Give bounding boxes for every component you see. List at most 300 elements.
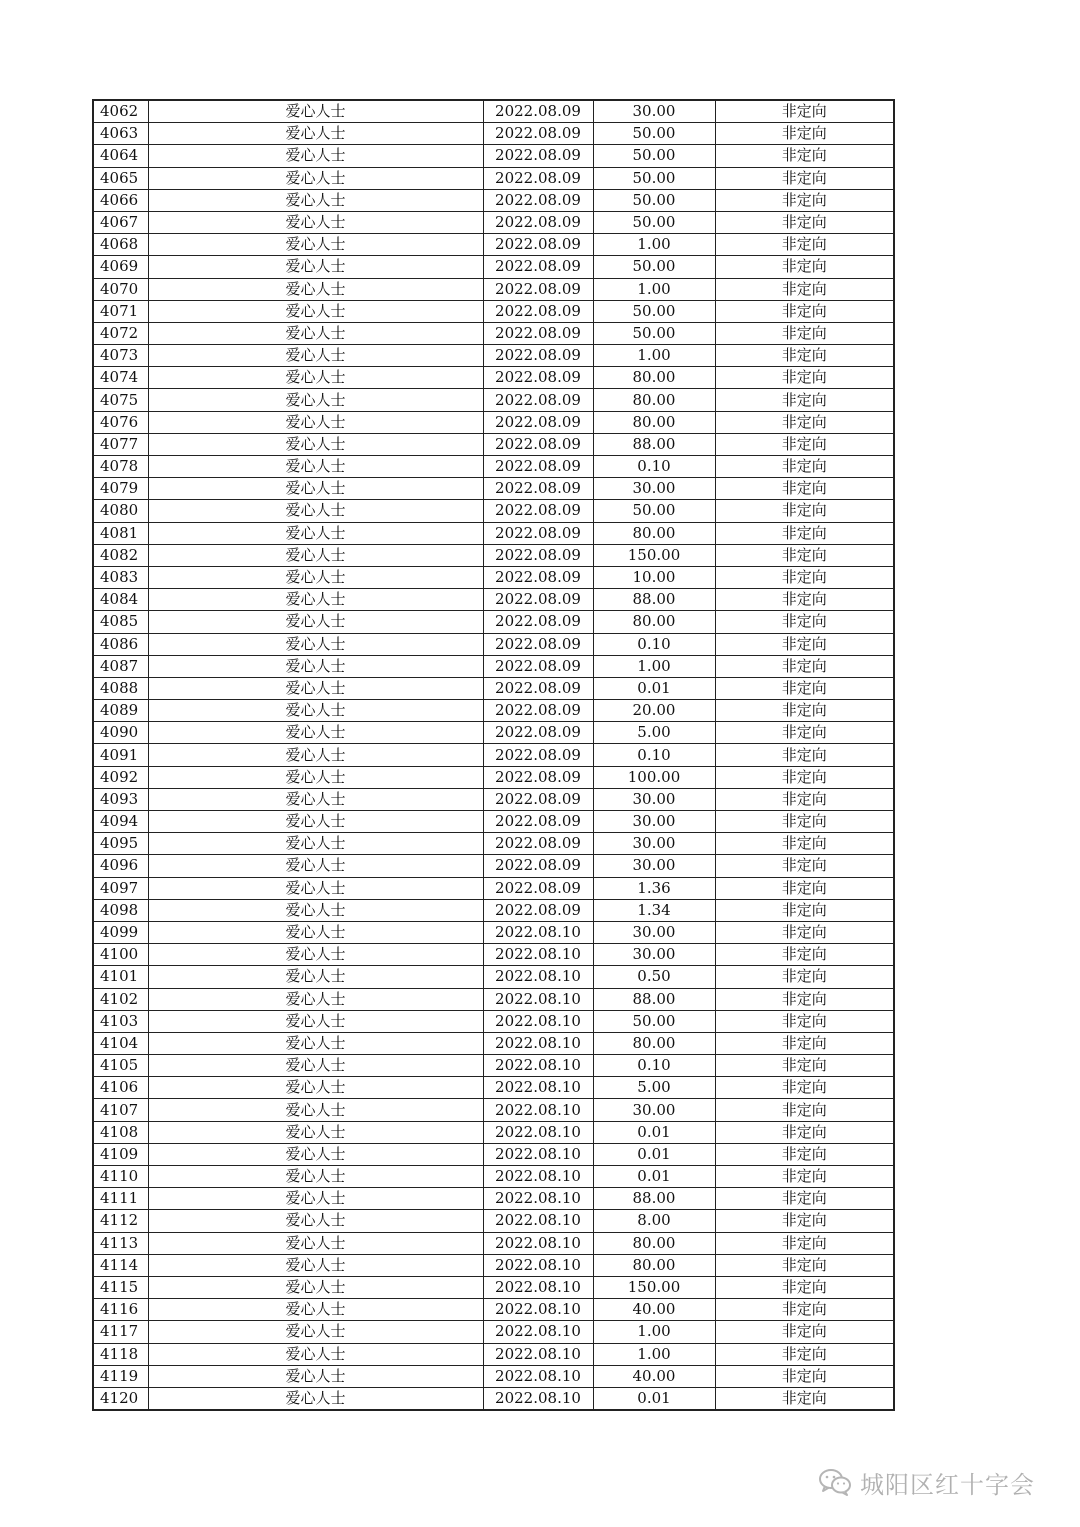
donor-cell: 爱心人士 bbox=[148, 1387, 483, 1410]
donor-cell: 爱心人士 bbox=[148, 1276, 483, 1298]
date-cell: 2022.08.09 bbox=[483, 700, 593, 722]
date-cell: 2022.08.10 bbox=[483, 1210, 593, 1232]
date-cell: 2022.08.09 bbox=[483, 566, 593, 588]
donation-type-cell: 非定向 bbox=[715, 1166, 894, 1188]
amount-cell: 0.01 bbox=[593, 677, 715, 699]
donor-cell: 爱心人士 bbox=[148, 988, 483, 1010]
donor-cell: 爱心人士 bbox=[148, 189, 483, 211]
table-row bbox=[93, 1099, 894, 1121]
table-row bbox=[93, 877, 894, 899]
date-cell: 2022.08.10 bbox=[483, 1077, 593, 1099]
table-row bbox=[93, 566, 894, 588]
table-row bbox=[93, 345, 894, 367]
donation-type-cell: 非定向 bbox=[715, 766, 894, 788]
amount-cell: 1.36 bbox=[593, 877, 715, 899]
table-row bbox=[93, 1077, 894, 1099]
donation-type-cell: 非定向 bbox=[715, 1077, 894, 1099]
donation-type-cell: 非定向 bbox=[715, 833, 894, 855]
donor-cell: 爱心人士 bbox=[148, 1210, 483, 1232]
date-cell: 2022.08.10 bbox=[483, 1010, 593, 1032]
donation-type-cell: 非定向 bbox=[715, 1143, 894, 1165]
donor-cell: 爱心人士 bbox=[148, 544, 483, 566]
donor-cell: 爱心人士 bbox=[148, 345, 483, 367]
donor-cell: 爱心人士 bbox=[148, 855, 483, 877]
date-cell: 2022.08.10 bbox=[483, 1055, 593, 1077]
amount-cell: 8.00 bbox=[593, 1210, 715, 1232]
amount-cell: 50.00 bbox=[593, 123, 715, 145]
amount-cell: 0.10 bbox=[593, 744, 715, 766]
date-cell: 2022.08.09 bbox=[483, 677, 593, 699]
donation-type-cell: 非定向 bbox=[715, 456, 894, 478]
amount-cell: 88.00 bbox=[593, 1188, 715, 1210]
donor-cell: 爱心人士 bbox=[148, 1010, 483, 1032]
serial-number-cell: 4065 bbox=[93, 167, 148, 189]
serial-number-cell: 4098 bbox=[93, 899, 148, 921]
serial-number-cell: 4088 bbox=[93, 677, 148, 699]
table-row bbox=[93, 167, 894, 189]
table-row bbox=[93, 234, 894, 256]
watermark bbox=[818, 1462, 1035, 1502]
date-cell: 2022.08.09 bbox=[483, 589, 593, 611]
donor-cell: 爱心人士 bbox=[148, 1343, 483, 1365]
donor-cell: 爱心人士 bbox=[148, 1321, 483, 1343]
serial-number-cell: 4120 bbox=[93, 1387, 148, 1410]
table-row bbox=[93, 322, 894, 344]
date-cell: 2022.08.10 bbox=[483, 1343, 593, 1365]
donation-type-cell: 非定向 bbox=[715, 234, 894, 256]
donor-cell: 爱心人士 bbox=[148, 167, 483, 189]
date-cell: 2022.08.09 bbox=[483, 322, 593, 344]
date-cell: 2022.08.10 bbox=[483, 1299, 593, 1321]
serial-number-cell: 4117 bbox=[93, 1321, 148, 1343]
serial-number-cell: 4084 bbox=[93, 589, 148, 611]
date-cell: 2022.08.09 bbox=[483, 877, 593, 899]
amount-cell: 88.00 bbox=[593, 988, 715, 1010]
amount-cell: 88.00 bbox=[593, 589, 715, 611]
amount-cell: 50.00 bbox=[593, 145, 715, 167]
date-cell: 2022.08.09 bbox=[483, 500, 593, 522]
amount-cell: 40.00 bbox=[593, 1365, 715, 1387]
table-row bbox=[93, 944, 894, 966]
donation-type-cell: 非定向 bbox=[715, 1121, 894, 1143]
donor-cell: 爱心人士 bbox=[148, 1099, 483, 1121]
amount-cell: 50.00 bbox=[593, 322, 715, 344]
table-row bbox=[93, 788, 894, 810]
amount-cell: 0.01 bbox=[593, 1166, 715, 1188]
table-row bbox=[93, 389, 894, 411]
serial-number-cell: 4087 bbox=[93, 655, 148, 677]
amount-cell: 50.00 bbox=[593, 211, 715, 233]
date-cell: 2022.08.09 bbox=[483, 234, 593, 256]
donor-cell: 爱心人士 bbox=[148, 722, 483, 744]
date-cell: 2022.08.10 bbox=[483, 1276, 593, 1298]
serial-number-cell: 4085 bbox=[93, 611, 148, 633]
date-cell: 2022.08.09 bbox=[483, 788, 593, 810]
serial-number-cell: 4095 bbox=[93, 833, 148, 855]
donation-type-cell: 非定向 bbox=[715, 389, 894, 411]
donation-type-cell: 非定向 bbox=[715, 788, 894, 810]
table-row bbox=[93, 988, 894, 1010]
date-cell: 2022.08.10 bbox=[483, 1121, 593, 1143]
serial-number-cell: 4090 bbox=[93, 722, 148, 744]
date-cell: 2022.08.09 bbox=[483, 611, 593, 633]
amount-cell: 5.00 bbox=[593, 1077, 715, 1099]
serial-number-cell: 4104 bbox=[93, 1032, 148, 1054]
table-row bbox=[93, 1166, 894, 1188]
donation-type-cell: 非定向 bbox=[715, 500, 894, 522]
donation-type-cell: 非定向 bbox=[715, 211, 894, 233]
date-cell: 2022.08.10 bbox=[483, 1321, 593, 1343]
serial-number-cell: 4113 bbox=[93, 1232, 148, 1254]
date-cell: 2022.08.10 bbox=[483, 1143, 593, 1165]
date-cell: 2022.08.10 bbox=[483, 966, 593, 988]
table-row bbox=[93, 278, 894, 300]
table-row bbox=[93, 700, 894, 722]
amount-cell: 1.00 bbox=[593, 278, 715, 300]
amount-cell: 20.00 bbox=[593, 700, 715, 722]
table-row bbox=[93, 833, 894, 855]
donation-type-cell: 非定向 bbox=[715, 1343, 894, 1365]
donor-cell: 爱心人士 bbox=[148, 811, 483, 833]
amount-cell: 150.00 bbox=[593, 544, 715, 566]
serial-number-cell: 4103 bbox=[93, 1010, 148, 1032]
donation-type-cell: 非定向 bbox=[715, 655, 894, 677]
table-row bbox=[93, 811, 894, 833]
donor-cell: 爱心人士 bbox=[148, 1365, 483, 1387]
donor-cell: 爱心人士 bbox=[148, 1032, 483, 1054]
amount-cell: 1.00 bbox=[593, 655, 715, 677]
donation-type-cell: 非定向 bbox=[715, 544, 894, 566]
serial-number-cell: 4086 bbox=[93, 633, 148, 655]
amount-cell: 50.00 bbox=[593, 1010, 715, 1032]
donation-type-cell: 非定向 bbox=[715, 1321, 894, 1343]
donation-type-cell: 非定向 bbox=[715, 256, 894, 278]
date-cell: 2022.08.09 bbox=[483, 899, 593, 921]
donation-type-cell: 非定向 bbox=[715, 921, 894, 943]
table-row bbox=[93, 500, 894, 522]
table-row bbox=[93, 1121, 894, 1143]
date-cell: 2022.08.09 bbox=[483, 189, 593, 211]
serial-number-cell: 4109 bbox=[93, 1143, 148, 1165]
serial-number-cell: 4070 bbox=[93, 278, 148, 300]
table-row bbox=[93, 966, 894, 988]
wechat-icon bbox=[818, 1468, 852, 1496]
amount-cell: 80.00 bbox=[593, 411, 715, 433]
serial-number-cell: 4096 bbox=[93, 855, 148, 877]
date-cell: 2022.08.10 bbox=[483, 1099, 593, 1121]
donor-cell: 爱心人士 bbox=[148, 589, 483, 611]
donation-type-cell: 非定向 bbox=[715, 322, 894, 344]
serial-number-cell: 4078 bbox=[93, 456, 148, 478]
donation-table-body bbox=[93, 100, 894, 1410]
donation-type-cell: 非定向 bbox=[715, 433, 894, 455]
amount-cell: 30.00 bbox=[593, 1099, 715, 1121]
serial-number-cell: 4110 bbox=[93, 1166, 148, 1188]
table-row bbox=[93, 1387, 894, 1410]
amount-cell: 1.00 bbox=[593, 1321, 715, 1343]
table-row bbox=[93, 100, 894, 123]
donation-type-cell: 非定向 bbox=[715, 855, 894, 877]
donation-type-cell: 非定向 bbox=[715, 345, 894, 367]
serial-number-cell: 4111 bbox=[93, 1188, 148, 1210]
serial-number-cell: 4076 bbox=[93, 411, 148, 433]
date-cell: 2022.08.09 bbox=[483, 766, 593, 788]
amount-cell: 30.00 bbox=[593, 833, 715, 855]
donation-type-cell: 非定向 bbox=[715, 278, 894, 300]
donation-type-cell: 非定向 bbox=[715, 722, 894, 744]
serial-number-cell: 4092 bbox=[93, 766, 148, 788]
amount-cell: 80.00 bbox=[593, 1232, 715, 1254]
donor-cell: 爱心人士 bbox=[148, 256, 483, 278]
serial-number-cell: 4073 bbox=[93, 345, 148, 367]
donor-cell: 爱心人士 bbox=[148, 367, 483, 389]
serial-number-cell: 4115 bbox=[93, 1276, 148, 1298]
donor-cell: 爱心人士 bbox=[148, 389, 483, 411]
donation-type-cell: 非定向 bbox=[715, 411, 894, 433]
serial-number-cell: 4091 bbox=[93, 744, 148, 766]
serial-number-cell: 4106 bbox=[93, 1077, 148, 1099]
serial-number-cell: 4107 bbox=[93, 1099, 148, 1121]
table-row bbox=[93, 1276, 894, 1298]
donor-cell: 爱心人士 bbox=[148, 877, 483, 899]
date-cell: 2022.08.09 bbox=[483, 145, 593, 167]
donation-type-cell: 非定向 bbox=[715, 677, 894, 699]
donation-type-cell: 非定向 bbox=[715, 478, 894, 500]
donor-cell: 爱心人士 bbox=[148, 921, 483, 943]
donor-cell: 爱心人士 bbox=[148, 411, 483, 433]
date-cell: 2022.08.09 bbox=[483, 833, 593, 855]
amount-cell: 1.00 bbox=[593, 345, 715, 367]
donor-cell: 爱心人士 bbox=[148, 300, 483, 322]
donor-cell: 爱心人士 bbox=[148, 478, 483, 500]
donor-cell: 爱心人士 bbox=[148, 677, 483, 699]
table-row bbox=[93, 766, 894, 788]
serial-number-cell: 4114 bbox=[93, 1254, 148, 1276]
donation-type-cell: 非定向 bbox=[715, 167, 894, 189]
table-row bbox=[93, 1343, 894, 1365]
donation-type-cell: 非定向 bbox=[715, 700, 894, 722]
donor-cell: 爱心人士 bbox=[148, 1232, 483, 1254]
table-row bbox=[93, 1232, 894, 1254]
serial-number-cell: 4112 bbox=[93, 1210, 148, 1232]
date-cell: 2022.08.09 bbox=[483, 211, 593, 233]
date-cell: 2022.08.09 bbox=[483, 478, 593, 500]
donation-type-cell: 非定向 bbox=[715, 744, 894, 766]
table-row bbox=[93, 677, 894, 699]
serial-number-cell: 4072 bbox=[93, 322, 148, 344]
amount-cell: 80.00 bbox=[593, 389, 715, 411]
amount-cell: 50.00 bbox=[593, 300, 715, 322]
donation-type-cell: 非定向 bbox=[715, 1010, 894, 1032]
table-row bbox=[93, 633, 894, 655]
donation-type-cell: 非定向 bbox=[715, 877, 894, 899]
date-cell: 2022.08.09 bbox=[483, 855, 593, 877]
donor-cell: 爱心人士 bbox=[148, 611, 483, 633]
table-row bbox=[93, 855, 894, 877]
donation-type-cell: 非定向 bbox=[715, 566, 894, 588]
donation-type-cell: 非定向 bbox=[715, 1299, 894, 1321]
amount-cell: 50.00 bbox=[593, 256, 715, 278]
amount-cell: 30.00 bbox=[593, 855, 715, 877]
date-cell: 2022.08.09 bbox=[483, 655, 593, 677]
serial-number-cell: 4077 bbox=[93, 433, 148, 455]
donor-cell: 爱心人士 bbox=[148, 1077, 483, 1099]
donation-type-cell: 非定向 bbox=[715, 633, 894, 655]
table-row bbox=[93, 411, 894, 433]
date-cell: 2022.08.10 bbox=[483, 988, 593, 1010]
date-cell: 2022.08.10 bbox=[483, 1032, 593, 1054]
amount-cell: 88.00 bbox=[593, 433, 715, 455]
amount-cell: 1.00 bbox=[593, 1343, 715, 1365]
amount-cell: 1.34 bbox=[593, 899, 715, 921]
serial-number-cell: 4099 bbox=[93, 921, 148, 943]
serial-number-cell: 4069 bbox=[93, 256, 148, 278]
donor-cell: 爱心人士 bbox=[148, 211, 483, 233]
donor-cell: 爱心人士 bbox=[148, 633, 483, 655]
donor-cell: 爱心人士 bbox=[148, 833, 483, 855]
amount-cell: 80.00 bbox=[593, 522, 715, 544]
serial-number-cell: 4089 bbox=[93, 700, 148, 722]
date-cell: 2022.08.09 bbox=[483, 433, 593, 455]
date-cell: 2022.08.09 bbox=[483, 811, 593, 833]
serial-number-cell: 4083 bbox=[93, 566, 148, 588]
table-row bbox=[93, 1210, 894, 1232]
table-row bbox=[93, 921, 894, 943]
amount-cell: 30.00 bbox=[593, 944, 715, 966]
donation-type-cell: 非定向 bbox=[715, 944, 894, 966]
table-row bbox=[93, 123, 894, 145]
donation-type-cell: 非定向 bbox=[715, 1188, 894, 1210]
table-row bbox=[93, 189, 894, 211]
serial-number-cell: 4063 bbox=[93, 123, 148, 145]
serial-number-cell: 4074 bbox=[93, 367, 148, 389]
amount-cell: 30.00 bbox=[593, 811, 715, 833]
donor-cell: 爱心人士 bbox=[148, 766, 483, 788]
donor-cell: 爱心人士 bbox=[148, 522, 483, 544]
date-cell: 2022.08.09 bbox=[483, 544, 593, 566]
date-cell: 2022.08.09 bbox=[483, 722, 593, 744]
serial-number-cell: 4082 bbox=[93, 544, 148, 566]
serial-number-cell: 4116 bbox=[93, 1299, 148, 1321]
date-cell: 2022.08.09 bbox=[483, 100, 593, 123]
table-row bbox=[93, 1143, 894, 1165]
donation-type-cell: 非定向 bbox=[715, 988, 894, 1010]
donation-type-cell: 非定向 bbox=[715, 1387, 894, 1410]
date-cell: 2022.08.10 bbox=[483, 1254, 593, 1276]
serial-number-cell: 4100 bbox=[93, 944, 148, 966]
table-row bbox=[93, 145, 894, 167]
donation-table bbox=[92, 99, 895, 1411]
watermark-text: 城阳区红十字会 bbox=[860, 1470, 1035, 1499]
serial-number-cell: 4079 bbox=[93, 478, 148, 500]
donation-type-cell: 非定向 bbox=[715, 611, 894, 633]
donation-type-cell: 非定向 bbox=[715, 1210, 894, 1232]
amount-cell: 0.01 bbox=[593, 1143, 715, 1165]
amount-cell: 150.00 bbox=[593, 1276, 715, 1298]
amount-cell: 50.00 bbox=[593, 189, 715, 211]
table-row bbox=[93, 1321, 894, 1343]
date-cell: 2022.08.09 bbox=[483, 744, 593, 766]
donation-type-cell: 非定向 bbox=[715, 1055, 894, 1077]
date-cell: 2022.08.10 bbox=[483, 1387, 593, 1410]
amount-cell: 10.00 bbox=[593, 566, 715, 588]
donor-cell: 爱心人士 bbox=[148, 744, 483, 766]
table-row bbox=[93, 1032, 894, 1054]
amount-cell: 80.00 bbox=[593, 367, 715, 389]
serial-number-cell: 4064 bbox=[93, 145, 148, 167]
serial-number-cell: 4068 bbox=[93, 234, 148, 256]
date-cell: 2022.08.09 bbox=[483, 278, 593, 300]
donor-cell: 爱心人士 bbox=[148, 433, 483, 455]
table-row bbox=[93, 1254, 894, 1276]
donor-cell: 爱心人士 bbox=[148, 899, 483, 921]
donor-cell: 爱心人士 bbox=[148, 1166, 483, 1188]
table-row bbox=[93, 478, 894, 500]
serial-number-cell: 4108 bbox=[93, 1121, 148, 1143]
date-cell: 2022.08.09 bbox=[483, 367, 593, 389]
amount-cell: 0.10 bbox=[593, 456, 715, 478]
table-row bbox=[93, 899, 894, 921]
donor-cell: 爱心人士 bbox=[148, 788, 483, 810]
table-row bbox=[93, 522, 894, 544]
table-row bbox=[93, 456, 894, 478]
donation-type-cell: 非定向 bbox=[715, 899, 894, 921]
serial-number-cell: 4105 bbox=[93, 1055, 148, 1077]
donor-cell: 爱心人士 bbox=[148, 1254, 483, 1276]
amount-cell: 0.01 bbox=[593, 1121, 715, 1143]
donor-cell: 爱心人士 bbox=[148, 1121, 483, 1143]
donation-type-cell: 非定向 bbox=[715, 1365, 894, 1387]
date-cell: 2022.08.09 bbox=[483, 300, 593, 322]
amount-cell: 0.10 bbox=[593, 1055, 715, 1077]
amount-cell: 30.00 bbox=[593, 100, 715, 123]
donation-type-cell: 非定向 bbox=[715, 522, 894, 544]
date-cell: 2022.08.09 bbox=[483, 411, 593, 433]
donation-type-cell: 非定向 bbox=[715, 811, 894, 833]
donation-type-cell: 非定向 bbox=[715, 123, 894, 145]
donation-type-cell: 非定向 bbox=[715, 589, 894, 611]
date-cell: 2022.08.09 bbox=[483, 456, 593, 478]
serial-number-cell: 4075 bbox=[93, 389, 148, 411]
donation-type-cell: 非定向 bbox=[715, 1276, 894, 1298]
serial-number-cell: 4062 bbox=[93, 100, 148, 123]
table-row bbox=[93, 1010, 894, 1032]
table-row bbox=[93, 211, 894, 233]
amount-cell: 0.10 bbox=[593, 633, 715, 655]
amount-cell: 40.00 bbox=[593, 1299, 715, 1321]
serial-number-cell: 4097 bbox=[93, 877, 148, 899]
serial-number-cell: 4101 bbox=[93, 966, 148, 988]
donor-cell: 爱心人士 bbox=[148, 655, 483, 677]
donor-cell: 爱心人士 bbox=[148, 234, 483, 256]
donor-cell: 爱心人士 bbox=[148, 1299, 483, 1321]
amount-cell: 80.00 bbox=[593, 611, 715, 633]
amount-cell: 50.00 bbox=[593, 500, 715, 522]
table-row bbox=[93, 1299, 894, 1321]
donor-cell: 爱心人士 bbox=[148, 700, 483, 722]
date-cell: 2022.08.09 bbox=[483, 256, 593, 278]
donor-cell: 爱心人士 bbox=[148, 1188, 483, 1210]
table-row bbox=[93, 367, 894, 389]
serial-number-cell: 4094 bbox=[93, 811, 148, 833]
donor-cell: 爱心人士 bbox=[148, 500, 483, 522]
date-cell: 2022.08.10 bbox=[483, 1365, 593, 1387]
serial-number-cell: 4102 bbox=[93, 988, 148, 1010]
donation-type-cell: 非定向 bbox=[715, 966, 894, 988]
donor-cell: 爱心人士 bbox=[148, 966, 483, 988]
amount-cell: 50.00 bbox=[593, 167, 715, 189]
donor-cell: 爱心人士 bbox=[148, 322, 483, 344]
